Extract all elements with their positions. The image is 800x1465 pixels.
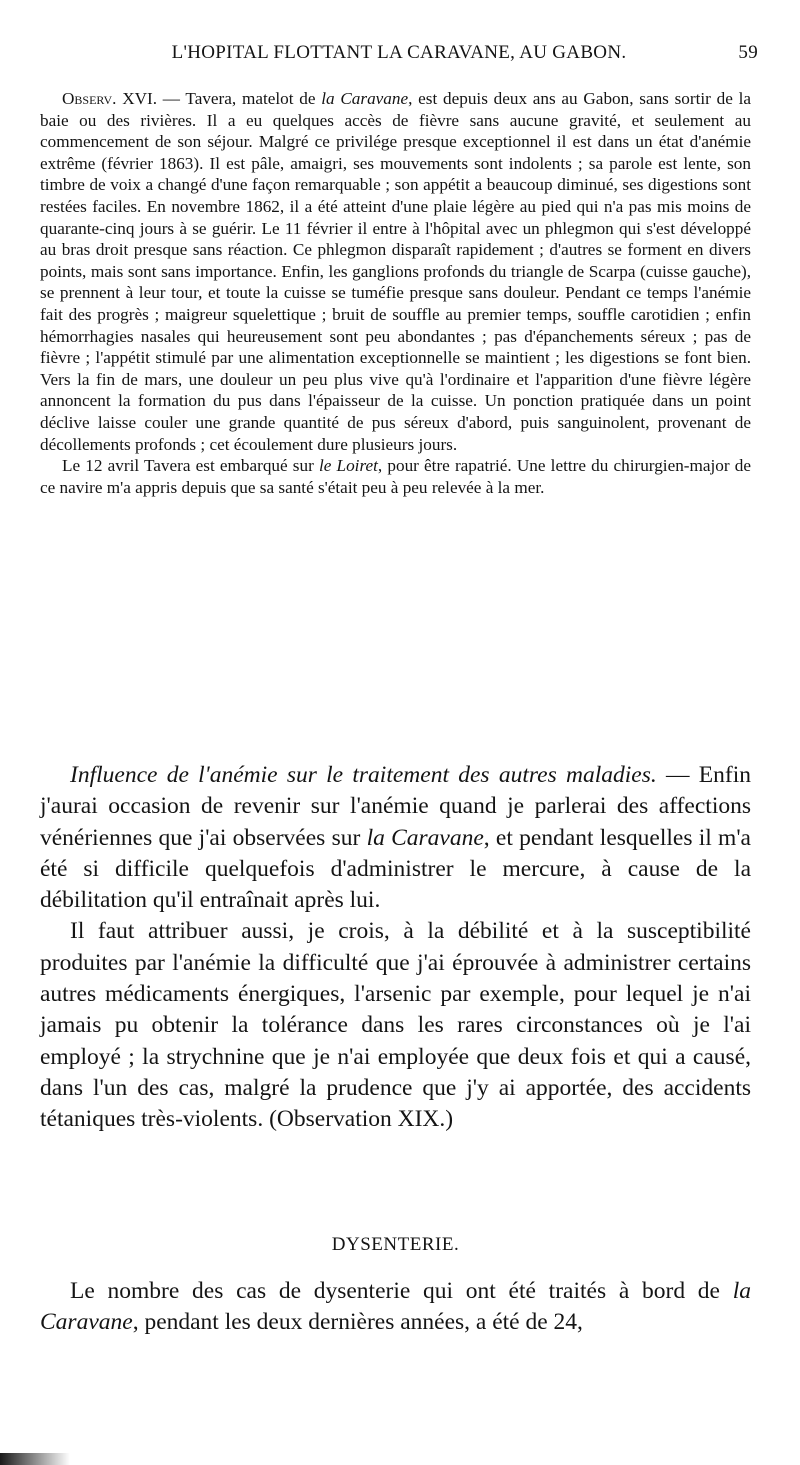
- ship-name: le Loiret: [318, 456, 378, 476]
- ship-name: la Caravane: [321, 89, 409, 108]
- section-heading: Influence de l'anémie sur le traitement des autres maladies.: [70, 762, 657, 788]
- body-paragraph: [40, 760, 751, 916]
- body-text: Le nombre des cas de dysenterie qui ont été traités à bord de: [70, 1278, 733, 1304]
- page-number: 59: [738, 42, 758, 63]
- body-paragraph: [40, 1276, 751, 1339]
- observation-text: — Tavera, matelot de: [157, 89, 322, 108]
- observation-text: , pour être rapatrié. Une lettre du chirurgien-major de ce navire m'a appris depuis que sa santé s'était peu à peu relevée à la mer.: [40, 456, 751, 497]
- body-text: — Enfin j'aurai occasion de revenir sur l'anémie quand je parlerai des affections vénériennes que j'ai observées sur: [40, 762, 751, 851]
- section-title: DYSENTERIE.: [331, 1234, 460, 1255]
- body-paragraph: Il faut attribuer aussi, je crois, à la débilité et à la susceptibilité produites par l'anémie la difficulté que j'ai éprouvée à administrer certains autres médicaments énergiques, l'arsenic par exemple, pour lequel je n'ai jamais pu obtenir la tolérance dans les rares circonstances où je l'ai employé ; la strychnine que je n'ai employée que deux fois et qui a causé, dans l'un des cas, malgré la prudence que j'y ai apportée, des accidents tétaniques très-violents. (Observation XIX.): [40, 918, 751, 1133]
- body-text: , pendant les deux dernières années, a été de 24,: [132, 1309, 583, 1336]
- observation-paragraph: [40, 88, 751, 455]
- running-title: L'HOPITAL FLOTTANT LA CARAVANE, AU GABON.: [171, 42, 627, 63]
- running-header: [40, 42, 758, 68]
- observation-paragraph: [40, 455, 751, 498]
- body-text: , et pendant lesquelles il m'a été si difficile quelquefois d'administrer le mercure, à cause de la débilitation qu'il entraînait après lui.: [40, 824, 751, 914]
- scan-edge-mark: [0, 1453, 70, 1465]
- observation-text: , est depuis deux ans au Gabon, sans sortir de la baie ou des rivières. Il a eu quelques accès de fièvre sans aucune gravité, et seulement au commencement de son séjour. Malgré ce privilége presque exceptionnel il est dans un état d'anémie extrême (février 1863). Il est pâle, amaigri, ses mouvements sont indolents ; sa parole est lente, son timbre de voix a changé d'une façon remarquable ; son appétit a beaucoup diminué, ses digestions sont restées faciles. En novembre 1862, il a été atteint d'une plaie légère au pied qui n'a pas mis moins de quarante-cinq jours à se guérir. Le 11 février il entre à l'hôpital avec un phlegmon qui s'est développé au bras droit presque sans réaction. Ce phlegmon disparaît rapidement ; d'autres se forment en divers points, mais sont sans importance. Enfin, les ganglions profonds du triangle de Scarpa (cuisse gauche), se prennent à leur tour, et toute la cuisse se tuméfie presque sans douleur. Pendant ce temps l'anémie fait des progrès ; maigreur squelettique ; bruit de souffle au premier temps, souffle carotidien ; enfin hémorrhagies nasales qui heureusement sont peu abondantes ; pas d'épanchements séreux ; pas de fièvre ; l'appétit stimulé par une alimentation exceptionnelle se maintient ; les digestions se font bien. Vers la fin de mars, une douleur un peu plus vive qu'à l'ordinaire et l'apparition d'une fièvre légère annoncent la formation du pus dans l'épaisseur de la cuisse. Un ponction pratiquée dans un point déclive laisse couler une grande quantité de pus séreux d'abord, puis sanguinolent, provenant de décollements profonds ; cet écoulement dure plusieurs jours.: [40, 89, 752, 454]
- ship-name: la Caravane: [40, 1278, 751, 1336]
- dysenterie-section: [40, 1276, 751, 1339]
- observation-number: XVI.: [122, 89, 158, 108]
- influence-section: [40, 760, 751, 1136]
- observation-label: Observ.: [62, 89, 117, 108]
- observation-block: [40, 88, 751, 498]
- observation-text: Le 12 avril Tavera est embarqué sur: [62, 456, 319, 476]
- ship-name: la Caravane: [366, 824, 484, 851]
